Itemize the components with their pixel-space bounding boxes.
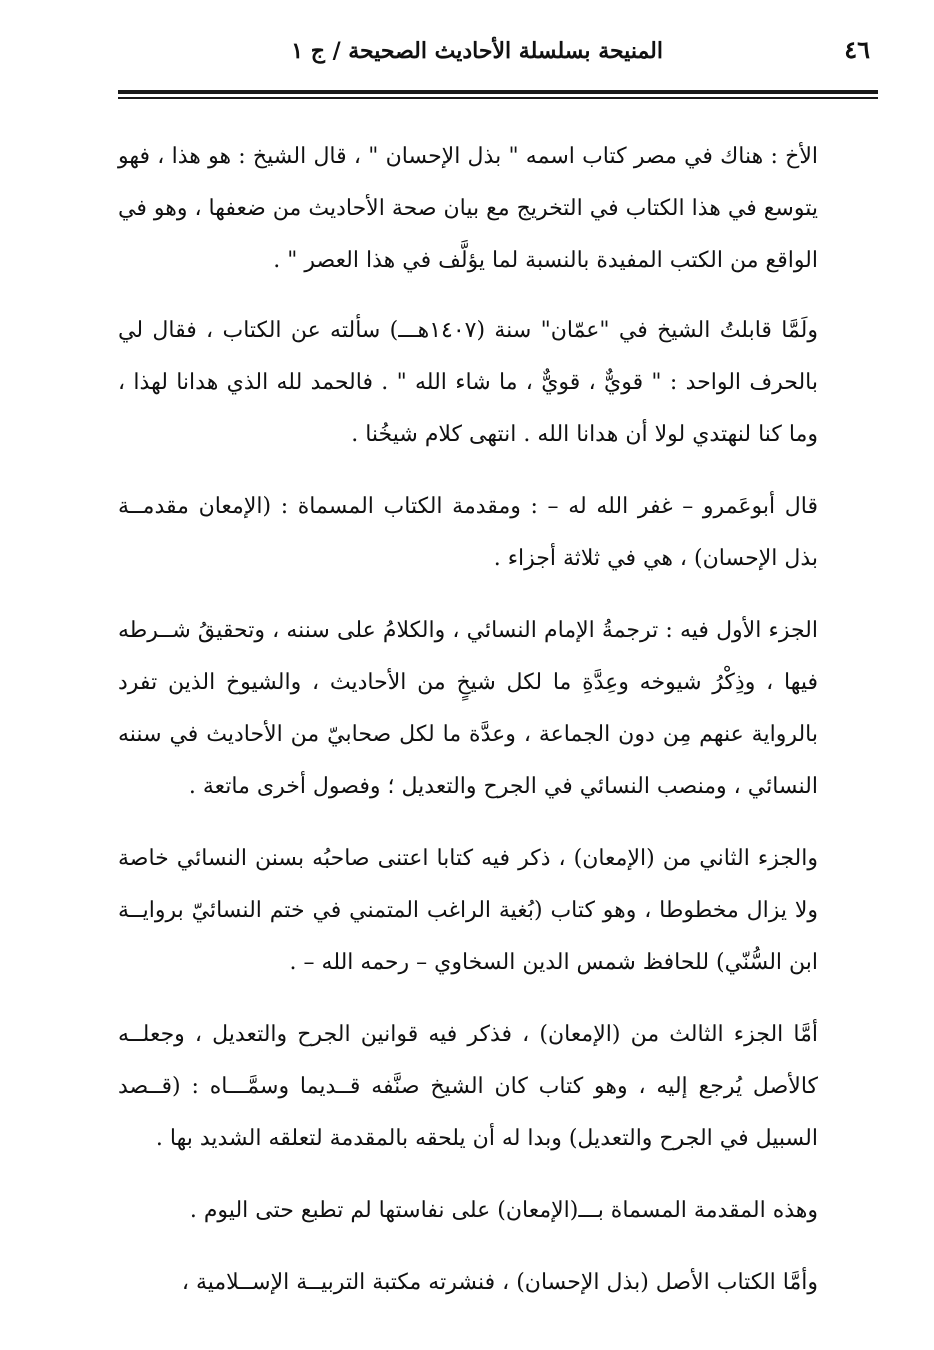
paragraph-5: والجزء الثاني من (الإمعان) ، ذكر فيه كتابا اعتنى صاحبُه بسنن النسائي خاصة ولا يزال مخطوطا ، وهو كتاب (بُغية الراغب المتمني في ختم النسائيّ بروايــة ابن السُّنّي) للحافظ شمس الدين السخاوي – رحمه الله – . bbox=[118, 846, 818, 975]
paragraph-1: الأخ : هناك في مصر كتاب اسمه " بذل الإحسان " ، قال الشيخ : هو هذا ، فهو يتوسع في هذا الكتاب في التخريج مع بيان صحة الأحاديث من ضعفها ، وهو في الواقع من الكتب المفيدة بالنسبة لما يؤلَّف في هذا العصر " . bbox=[118, 144, 818, 273]
paragraph-6: أمَّا الجزء الثالث من (الإمعان) ، فذكر فيه قوانين الجرح والتعديل ، وجعلــه كالأصل يُرجع إليه ، وهو كتاب كان الشيخ صنَّفه قــديما وسمَّـــاه : (قــصد السبيل في الجرح والتعديل) وبدا له أن يلحقه بالمقدمة لتعلقه الشديد بها . bbox=[118, 1022, 818, 1151]
header-rule-thin bbox=[118, 97, 878, 99]
body-text bbox=[118, 131, 818, 1329]
running-title: المنيحة بسلسلة الأحاديث الصحيحة / ج ١ bbox=[291, 38, 663, 64]
paragraph-2: ولَمَّا قابلتُ الشيخ في "عمّان" سنة (١٤٠٧هـــ) سألته عن الكتاب ، فقال لي بالحرف الواحد : " قويٌّ ، قويٌّ ، ما شاء الله " . فالحمد لله الذي هدانا لهذا ، وما كنا لنهتدي لولا أن هدانا الله . انتهى كلام شيخُنا . bbox=[118, 318, 819, 447]
paragraph-7: وهذه المقدمة المسماة بـــ(الإمعان) على نفاستها لم تطبع حتى اليوم . bbox=[189, 1198, 818, 1223]
paragraph-4: الجزء الأول فيه : ترجمةُ الإمام النسائي ، والكلامُ على سننه ، وتحقيقُ شــرطه فيها ، وذِكْرُ شيوخه وعِدَّةِ ما لكل شيخٍ من الأحاديث ، والشيوخ الذين تفرد بالرواية عنهم مِن دون الجماعة ، وعدَّة ما لكل صحابيّ من الأحاديث في سننه النسائي ، ومنصب النسائي في الجرح والتعديل ؛ وفصول أخرى ماتعة . bbox=[118, 618, 818, 799]
paragraph-3: قال أبوعَمرو – غفر الله له – : ومقدمة الكتاب المسماة : (الإمعان مقدمــة بذل الإحسان) ، هي في ثلاثة أجزاء . bbox=[118, 494, 818, 571]
paragraph-8: وأمَّا الكتاب الأصل (بذل الإحسان) ، فنشرته مكتبة التربيــة الإســلامية ، bbox=[181, 1270, 818, 1295]
page-header bbox=[118, 28, 878, 72]
page-number: ٤٦ bbox=[844, 35, 870, 64]
header-rule-thick bbox=[118, 90, 878, 94]
